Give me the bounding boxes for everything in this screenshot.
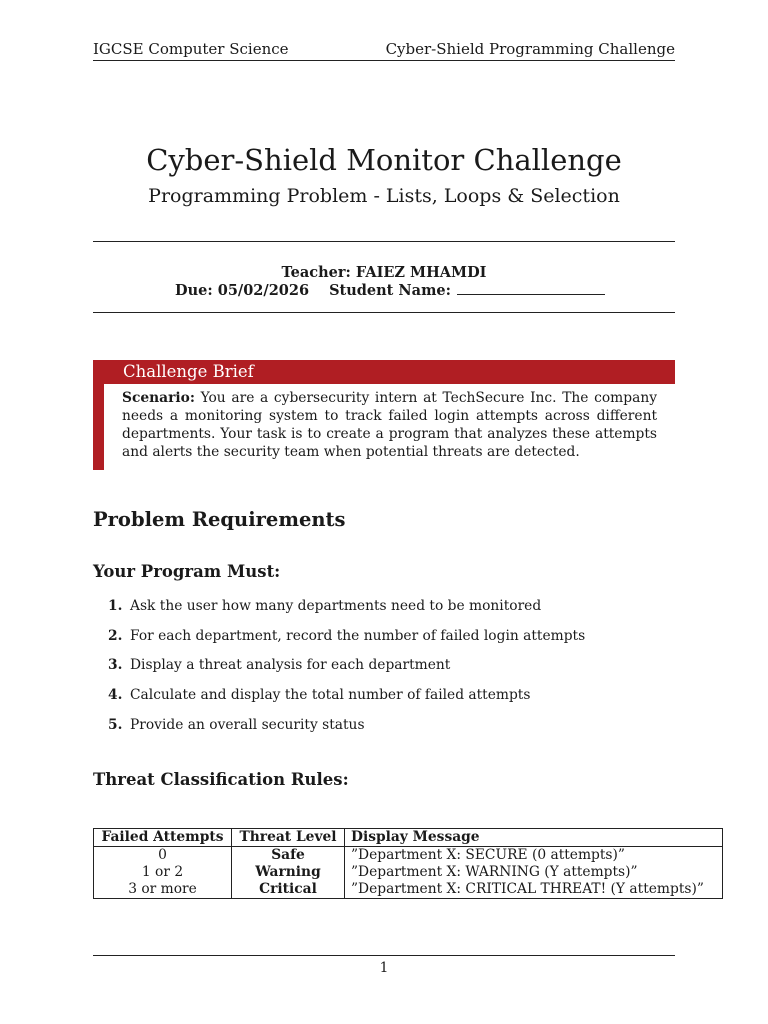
brief-body-text: You are a cybersecurity intern at TechSecure Inc. The company needs a monitoring system to track failed login attempts across different departments. Your task is to create a program that analyzes these attempts and alerts the security team when potential threats are detected. xyxy=(122,390,657,460)
student-name-label: Student Name: xyxy=(329,282,451,299)
subsection-heading-rules: Threat Classification Rules: xyxy=(93,770,349,789)
list-item xyxy=(108,687,530,703)
list-number: 3. xyxy=(108,657,123,673)
list-text: Calculate and display the total number of failed attempts xyxy=(130,687,531,703)
list-item xyxy=(108,628,585,644)
list-item xyxy=(108,657,450,673)
brief-lead: Scenario: xyxy=(122,390,195,406)
column-header: Threat Level xyxy=(232,829,345,847)
footer-divider xyxy=(93,955,675,956)
table-cell: 0 xyxy=(94,847,232,865)
title-divider-top xyxy=(93,241,675,242)
table-row xyxy=(94,881,723,899)
list-text: Display a threat analysis for each department xyxy=(130,657,451,673)
section-heading: Problem Requirements xyxy=(93,508,346,531)
title-divider-bottom xyxy=(93,312,675,313)
subsection-heading-program-must: Your Program Must: xyxy=(93,562,281,581)
table-row xyxy=(94,864,723,881)
table-cell: ”Department X: WARNING (Y attempts)” xyxy=(345,864,723,881)
header-divider xyxy=(93,60,675,61)
list-item xyxy=(108,717,365,733)
table-header-row xyxy=(94,829,723,847)
list-number: 5. xyxy=(108,717,123,733)
due-student-line xyxy=(175,282,605,299)
list-number: 1. xyxy=(108,598,123,614)
table-cell: ”Department X: CRITICAL THREAT! (Y attempts)” xyxy=(345,881,723,899)
brief-text xyxy=(122,389,657,461)
list-item xyxy=(108,598,541,614)
list-number: 4. xyxy=(108,687,123,703)
student-name-blank xyxy=(457,282,605,295)
table-cell: 3 or more xyxy=(94,881,232,899)
table-cell: 1 or 2 xyxy=(94,864,232,881)
brief-title: Challenge Brief xyxy=(123,362,254,381)
running-header-right: Cyber-Shield Programming Challenge xyxy=(385,40,675,58)
document-title: Cyber-Shield Monitor Challenge xyxy=(146,143,622,177)
list-number: 2. xyxy=(108,628,123,644)
threat-rules-table xyxy=(93,828,723,899)
teacher-name: Teacher: FAIEZ MHAMDI xyxy=(281,264,487,281)
list-text: Ask the user how many departments need to be monitored xyxy=(130,598,542,614)
table-cell: Safe xyxy=(232,847,345,865)
table-cell: Warning xyxy=(232,864,345,881)
due-date: Due: 05/02/2026 xyxy=(175,282,310,299)
column-header: Display Message xyxy=(345,829,723,847)
table-row xyxy=(94,847,723,865)
table-cell: ”Department X: SECURE (0 attempts)” xyxy=(345,847,723,865)
document-subtitle: Programming Problem - Lists, Loops & Selection xyxy=(148,185,620,207)
table-cell: Critical xyxy=(232,881,345,899)
page-number: 1 xyxy=(379,960,389,976)
column-header: Failed Attempts xyxy=(94,829,232,847)
list-text: For each department, record the number of failed login attempts xyxy=(130,628,586,644)
list-text: Provide an overall security status xyxy=(130,717,365,733)
running-header-left: IGCSE Computer Science xyxy=(93,40,289,58)
